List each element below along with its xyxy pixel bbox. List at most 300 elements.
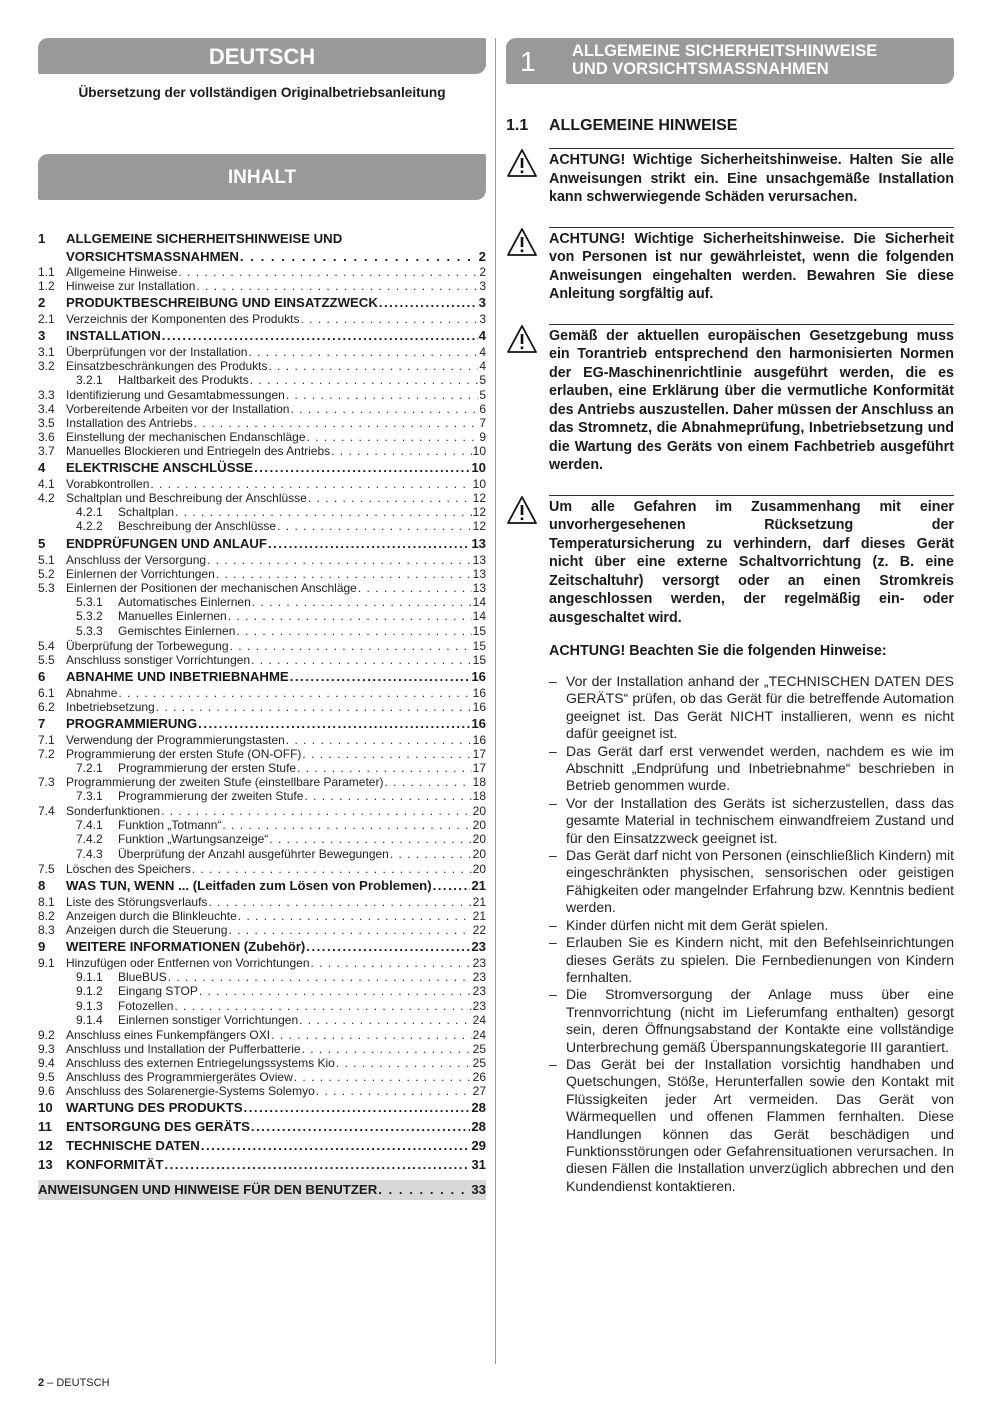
- toc-entry[interactable]: [38, 999, 486, 1014]
- toc-dots: [311, 956, 472, 970]
- toc-entry-title: BlueBUS: [118, 969, 167, 984]
- toc-entry-number: 4.2.2: [76, 519, 103, 534]
- toc-entry-title: Programmierung der zweiten Stufe (einstellbare Parameter): [66, 775, 384, 790]
- toc-entry-page: 28: [471, 1099, 486, 1115]
- toc-entry[interactable]: [38, 444, 486, 458]
- toc-entry-page: 14: [472, 594, 486, 609]
- toc-entry-title: ENTSORGUNG DES GERÄTS: [66, 1118, 250, 1134]
- toc-entry[interactable]: [38, 1117, 486, 1136]
- toc-entry[interactable]: [38, 775, 486, 789]
- toc-entry-title: Einstellung der mechanischen Endanschläge: [66, 429, 306, 444]
- toc-entry-number: 9.4: [38, 1055, 55, 1070]
- toc-entry-number: 7.4.3: [76, 846, 103, 861]
- toc-entry-page: 10: [472, 476, 486, 491]
- toc-dots: [199, 984, 472, 999]
- toc-entry-title: Funktion „Totmann“: [118, 817, 222, 832]
- toc-entry-page: 10: [471, 459, 486, 475]
- toc-dots: [358, 581, 472, 595]
- toc-entry-title: Anschluss des Solarenergie-Systems Solemyo: [66, 1083, 315, 1098]
- toc-dots: [244, 1098, 471, 1117]
- toc-dots: [294, 1070, 472, 1084]
- toc-entry-title: Programmierung der ersten Stufe (ON-OFF): [66, 746, 302, 761]
- toc-entry-page: 22: [472, 922, 486, 937]
- toc-entry-page: 16: [472, 699, 486, 714]
- toc-entry-title: Vorbereitende Arbeiten vor der Installation: [66, 401, 290, 416]
- toc-entry[interactable]: [38, 567, 486, 581]
- toc-entry-number: 3.5: [38, 415, 55, 430]
- toc-entry[interactable]: [38, 624, 486, 639]
- warning-rule: [549, 148, 954, 149]
- toc-entry-number: 7.4.2: [76, 832, 103, 847]
- toc-entry-title: Anschluss sonstiger Vorrichtungen: [66, 652, 251, 667]
- toc-entry[interactable]: [38, 581, 486, 595]
- toc-entry-title: Abnahme: [66, 685, 118, 700]
- toc-entry-number: 5.3.2: [76, 609, 103, 624]
- toc-entry-page: 27: [472, 1083, 486, 1098]
- toc-entry-number: 9.1.2: [76, 984, 103, 999]
- toc-entry[interactable]: [38, 402, 486, 416]
- toc-entry-title: KONFORMITÄT: [66, 1156, 164, 1172]
- toc-entry[interactable]: [38, 491, 486, 505]
- toc-entry-page: 21: [472, 908, 486, 923]
- toc-dots: [192, 862, 472, 876]
- toc-entry-number: 7.4.1: [76, 817, 103, 832]
- toc-entry-number: 5.1: [38, 552, 55, 567]
- toc-entry-title: Vorabkontrollen: [66, 476, 150, 491]
- toc-entry-page: 18: [472, 789, 486, 804]
- toc-dots: [390, 847, 472, 862]
- toc-entry-number: 3.2: [38, 359, 55, 373]
- toc-entry-number: 9.1.3: [76, 998, 103, 1013]
- warning-triangle-icon: [506, 495, 538, 525]
- toc-entry[interactable]: [38, 505, 486, 520]
- warning-rule: [549, 495, 954, 496]
- toc-entry-title: Eingang STOP: [118, 984, 198, 999]
- toc-entry-page: 13: [472, 580, 486, 595]
- toc-entry-page: 31: [471, 1156, 486, 1172]
- toc-dots: [308, 491, 472, 505]
- toc-dots: [252, 595, 472, 610]
- toc-entry-title: Einlernen sonstiger Vorrichtungen: [118, 1013, 299, 1028]
- toc-entry-number: 8.1: [38, 894, 55, 909]
- toc-entry-number: 7.2: [38, 746, 55, 761]
- toc-entry[interactable]: [38, 609, 486, 624]
- toc-entry-page: 23: [472, 998, 486, 1013]
- toc-entry[interactable]: [38, 1013, 486, 1028]
- toc-entry[interactable]: [38, 639, 486, 653]
- toc-dots: [230, 639, 472, 653]
- toc-entry-title: Inbetriebsetzung: [66, 699, 155, 714]
- bullet-item: – Vor der Installation anhand der „TECHNISCHEN DATEN DES GERÄTS“ prüfen, ob das Gerät für die betreffende Automation geeignet ist. Das Gerät NICHT installieren, wenn es nicht dafür geeignet ist.: [549, 673, 954, 743]
- toc-entry-page: 17: [472, 746, 486, 761]
- toc-dots: [269, 832, 471, 847]
- warning-rule: [549, 227, 954, 228]
- bullet-item: – Vor der Installation des Geräts ist sicherzustellen, dass das gesamte Material in technischem einwandfreiem Zustand und für den Einsatzzweck geeignet ist.: [549, 795, 954, 847]
- warning-triangle-icon: [506, 324, 538, 354]
- toc-entry-number: 9.3: [38, 1041, 55, 1056]
- toc-dots: [307, 430, 479, 444]
- toc-entry-page: 16: [471, 668, 486, 684]
- toc-dots: [228, 609, 472, 624]
- toc-entry[interactable]: [38, 818, 486, 833]
- section-banner: [506, 38, 954, 84]
- toc-entry-page: 13: [471, 535, 486, 551]
- toc-entry-title: PRODUKTBESCHREIBUNG UND EINSATZZWECK: [66, 295, 378, 310]
- language-banner: DEUTSCH: [38, 38, 486, 74]
- toc-entry-title: Anzeigen durch die Steuerung: [66, 922, 228, 937]
- toc-entry-title: Anschluss eines Funkempfängers OXI: [66, 1027, 271, 1042]
- toc-entry[interactable]: [38, 1070, 486, 1084]
- toc-entry-number: 1.2: [38, 279, 55, 293]
- toc-entry-continuation[interactable]: [38, 248, 486, 265]
- toc-user-page: 33: [471, 1181, 486, 1197]
- toc-entry-number: 9.1.4: [76, 1013, 103, 1028]
- toc-dots: [290, 402, 478, 416]
- warning-text: Gemäß der aktuellen europäischen Gesetzgebung muss ein Torantrieb entsprechend den harmonisierten Normen der EG-Maschinenrichtlinie ausgeführt werden, die es erlauben, eine Erklärung über die vermutliche Konformität des Antriebs auszustellen. Daher müssen der Anschluss an das Stromnetz, die Abnahmeprüfung, Inbetriebsetzung und die Wartung des Geräts von einem Fachbetrieb ausgeführt werden.: [549, 327, 954, 473]
- left-column: [38, 38, 486, 1200]
- toc-entry-number: 7.3.1: [76, 789, 103, 804]
- toc-entry-page: 4: [479, 359, 486, 373]
- toc-dots: [238, 909, 472, 923]
- toc-entry[interactable]: [38, 923, 486, 937]
- bullet-item: – Kinder dürfen nicht mit dem Gerät spielen.: [549, 917, 954, 934]
- toc-entry-title: ABNAHME UND INBETRIEBNAHME: [66, 668, 289, 684]
- toc-entry-page: 15: [472, 638, 486, 653]
- toc-entry-title: Anzeigen durch die Blinkleuchte: [66, 908, 237, 923]
- toc-entry-page: 3: [478, 295, 486, 310]
- toc-entry-number: 4.2.1: [76, 504, 103, 519]
- toc-entry-page: 21: [471, 877, 486, 893]
- toc-entry[interactable]: [38, 667, 486, 686]
- toc-entry-page: 23: [471, 938, 486, 954]
- toc-entry[interactable]: [38, 229, 486, 248]
- toc-entry[interactable]: [38, 1155, 486, 1174]
- toc-dots: [168, 970, 472, 985]
- toc-entry[interactable]: [38, 359, 486, 373]
- toc-entry[interactable]: [38, 653, 486, 667]
- toc-entry-page: 5: [479, 387, 486, 402]
- toc-dots: [299, 1013, 472, 1028]
- toc-entry-title: Überprüfungen vor der Installation: [66, 345, 248, 359]
- toc-dots: [302, 747, 471, 761]
- toc-entry[interactable]: [38, 1098, 486, 1117]
- section-title-line1: ALLGEMEINE SICHERHEITSHINWEISE: [572, 42, 878, 60]
- toc-entry[interactable]: [38, 1056, 486, 1070]
- toc-dots: [222, 818, 471, 833]
- toc-entry-page: 2: [479, 265, 486, 279]
- toc-entry[interactable]: [38, 832, 486, 847]
- toc-entry-title: Einlernen der Positionen der mechanischen Anschläge: [66, 580, 357, 595]
- toc-entry-number: 6.2: [38, 699, 55, 714]
- toc-entry-number: 13: [38, 1156, 53, 1172]
- toc-entry[interactable]: [38, 761, 486, 776]
- toc-dots: [286, 733, 472, 747]
- toc-entry-title: Manuelles Einlernen: [118, 609, 227, 624]
- toc-entry-title: Fotozellen: [118, 998, 174, 1013]
- toc-dots: [250, 373, 479, 388]
- toc-entry-page: 15: [472, 623, 486, 638]
- toc-entry-page: 25: [472, 1041, 486, 1056]
- toc-entry[interactable]: [38, 345, 486, 359]
- toc-entry-number: 3.2.1: [76, 373, 103, 387]
- toc-entry-title: Anschluss des Programmiergerätes Oview: [66, 1069, 293, 1084]
- section-title: [572, 42, 877, 78]
- toc-entry-page: 20: [472, 803, 486, 818]
- bullet-list: [506, 673, 954, 1195]
- toc-entry-title: WEITERE INFORMATIONEN (Zubehör): [66, 938, 306, 954]
- table-of-contents: [38, 229, 486, 1174]
- toc-entry-page: 7: [479, 415, 486, 430]
- section-title-line2: UND VORSICHTSMASSNAHMEN: [572, 60, 829, 78]
- toc-entry[interactable]: [38, 789, 486, 804]
- toc-user-title: ANWEISUNGEN UND HINWEISE FÜR DEN BENUTZER: [38, 1181, 378, 1197]
- toc-entry-page: 4: [479, 345, 486, 359]
- toc-entry-title: ELEKTRISCHE ANSCHLÜSSE: [66, 459, 254, 475]
- toc-dots: [198, 714, 470, 733]
- toc-entry-title: Schaltplan und Beschreibung der Anschlüsse: [66, 490, 307, 505]
- document-subtitle: Übersetzung der vollständigen Originalbetriebsanleitung: [78, 85, 446, 100]
- toc-entry[interactable]: [38, 293, 486, 312]
- toc-entry-number: 7: [38, 715, 46, 731]
- warning-block: [506, 227, 954, 304]
- toc-dots: [118, 686, 471, 700]
- toc-dots: [290, 667, 471, 686]
- toc-dots: [379, 293, 478, 312]
- toc-dots: [178, 265, 478, 279]
- toc-entry-number: 1.1: [38, 265, 55, 279]
- toc-banner: INHALT: [38, 154, 486, 200]
- toc-entry-title: ALLGEMEINE SICHERHEITSHINWEISE UND: [66, 231, 343, 246]
- toc-dots: [304, 789, 471, 804]
- toc-dots: [271, 1028, 472, 1042]
- toc-dots: [384, 775, 471, 789]
- toc-entry[interactable]: [38, 1136, 486, 1155]
- toc-entry-number: 11: [38, 1118, 52, 1134]
- toc-entry[interactable]: [38, 388, 486, 402]
- toc-user-section[interactable]: [38, 1180, 486, 1200]
- toc-entry-title: Schaltplan: [118, 504, 175, 519]
- toc-entry[interactable]: [38, 747, 486, 761]
- toc-entry-page: 18: [472, 775, 486, 790]
- toc-entry-page: 13: [472, 552, 486, 567]
- toc-dots: [174, 999, 471, 1014]
- toc-entry[interactable]: [38, 847, 486, 862]
- toc-entry-number: 6: [38, 668, 46, 684]
- toc-entry-page: 5: [479, 373, 486, 387]
- subsection-number: 1.1: [506, 117, 529, 134]
- toc-entry-page: 10: [472, 443, 486, 458]
- warning-triangle-icon: [506, 148, 538, 178]
- toc-entry-page: 16: [472, 732, 486, 747]
- toc-dots: [306, 937, 470, 956]
- toc-dots: [248, 345, 478, 359]
- warning-triangle-icon: [506, 227, 538, 257]
- toc-entry-number: 5.3.3: [76, 623, 103, 638]
- toc-entry-page: 12: [472, 519, 486, 534]
- toc-entry-title: Allgemeine Hinweise: [66, 265, 178, 279]
- toc-entry[interactable]: [38, 430, 486, 444]
- toc-entry-title: WAS TUN, WENN ... (Leitfaden zum Lösen von Problemen): [66, 877, 432, 893]
- toc-entry-page: 14: [472, 609, 486, 624]
- toc-entry[interactable]: [38, 862, 486, 876]
- toc-dots: [216, 567, 472, 581]
- toc-entry[interactable]: [38, 700, 486, 714]
- toc-dots: [297, 761, 472, 776]
- toc-entry[interactable]: [38, 1028, 486, 1042]
- toc-entry-number: 3.3: [38, 387, 55, 402]
- toc-entry[interactable]: [38, 373, 486, 388]
- toc-entry[interactable]: [38, 326, 486, 345]
- toc-dots: [254, 458, 470, 477]
- toc-entry[interactable]: [38, 956, 486, 970]
- subsection-heading: [506, 117, 954, 135]
- toc-entry-number: 3.6: [38, 429, 55, 444]
- toc-entry-page: 3: [479, 279, 486, 293]
- toc-entry[interactable]: [38, 279, 486, 293]
- toc-entry[interactable]: [38, 519, 486, 534]
- toc-entry-title: Löschen des Speichers: [66, 861, 191, 876]
- toc-entry-title: Programmierung der ersten Stufe: [118, 760, 297, 775]
- toc-entry-page: 23: [472, 984, 486, 999]
- toc-dots: [316, 1084, 472, 1098]
- toc-entry[interactable]: [38, 477, 486, 491]
- toc-entry-page: 15: [472, 652, 486, 667]
- toc-entry-page: 9: [479, 429, 486, 444]
- toc-entry[interactable]: [38, 984, 486, 999]
- toc-entry-page: 13: [472, 566, 486, 581]
- toc-dots: [251, 653, 472, 667]
- toc-entry-number: 9.6: [38, 1083, 55, 1098]
- toc-entry-number: 3: [38, 328, 46, 343]
- toc-entry-number: 3.1: [38, 345, 55, 359]
- toc-entry-page: 26: [472, 1069, 486, 1084]
- toc-entry-number: 4: [38, 459, 46, 475]
- toc-entry[interactable]: [38, 312, 486, 326]
- warning-block: [506, 148, 954, 207]
- toc-entry-number: 4.2: [38, 490, 55, 505]
- toc-entry[interactable]: [38, 937, 486, 956]
- toc-entry-number: 7.4: [38, 803, 55, 818]
- toc-entry-page: 4: [478, 328, 486, 343]
- toc-entry-title: Gemischtes Einlernen: [118, 623, 236, 638]
- toc-entry-title: Funktion „Wartungsanzeige“: [118, 832, 269, 847]
- toc-entry-title: Einsatzbeschränkungen des Produkts: [66, 359, 268, 373]
- toc-entry-page: 21: [472, 894, 486, 909]
- toc-entry-number: 7.2.1: [76, 760, 103, 775]
- bullet-item: – Das Gerät bei der Installation vorsichtig handhaben und Quetschungen, Stöße, Herunterfallen sowie den Kontakt mit Flüssigkeiten jeder Art vermeiden. Das Gerät von Wärmequellen und offenen Flammen fernhalten. Diese Handlungen können das Gerät beschädigen und Funktionsstörungen oder Gefahrensituationen verursachen. In diesen Fällen die Installation unverzüglich abbrechen und den Kundendienst kontaktieren.: [549, 1056, 954, 1195]
- toc-entry-page: 24: [472, 1013, 486, 1028]
- toc-entry-title: Hinzufügen oder Entfernen von Vorrichtungen: [66, 955, 310, 970]
- toc-entry[interactable]: [38, 458, 486, 477]
- toc-entry-page: 20: [472, 832, 486, 847]
- page-footer: [38, 1377, 110, 1389]
- toc-entry[interactable]: [38, 553, 486, 567]
- column-divider: [495, 38, 496, 1364]
- toc-dots: [277, 519, 472, 534]
- toc-entry-page: 28: [471, 1118, 486, 1134]
- toc-entry[interactable]: [38, 895, 486, 909]
- toc-entry-page: 16: [472, 685, 486, 700]
- toc-entry-title: Haltbarkeit des Produkts: [118, 373, 249, 387]
- warning-text: Um alle Gefahren im Zusammenhang mit einer unvorhergesehenen Rücksetzung der Temperatursicherung zu verhindern, darf dieses Gerät nicht über eine externe Schaltvorrichtung (z. B. eine Zeitschaltuhr) versorgt oder an einen Stromkreis angeschlossen werden, der regelmäßig ein- oder ausgeschaltet wird.: [549, 498, 954, 626]
- toc-entry-page: 20: [472, 861, 486, 876]
- toc-entry-page: 6: [479, 401, 486, 416]
- bullet-item: – Das Gerät darf erst verwendet werden, nachdem es wie im Abschnitt „Endprüfung und Inbetriebnahme“ beschrieben in Betrieb genommen wurde.: [549, 743, 954, 795]
- toc-entry-page: 20: [472, 846, 486, 861]
- toc-entry-page: 12: [472, 490, 486, 505]
- toc-entry-title: Installation des Antriebs: [66, 415, 193, 430]
- toc-entry-title: Verzeichnis der Komponenten des Produkts: [66, 312, 300, 326]
- toc-dots: [300, 312, 478, 326]
- footer-label: – DEUTSCH: [44, 1377, 110, 1389]
- toc-dots: [236, 624, 471, 639]
- toc-dots: [336, 1056, 472, 1070]
- toc-entry-number: 9.1: [38, 955, 55, 970]
- toc-entry-title: Identifizierung und Gesamtabmessungen: [66, 387, 285, 402]
- toc-dots: [208, 895, 471, 909]
- toc-entry[interactable]: [38, 909, 486, 923]
- toc-entry-title: Automatisches Einlernen: [118, 594, 251, 609]
- toc-entry[interactable]: [38, 714, 486, 733]
- toc-entry-page: 20: [472, 817, 486, 832]
- toc-entry-title: INSTALLATION: [66, 328, 161, 343]
- toc-entry[interactable]: [38, 733, 486, 747]
- toc-entry-number: 8.3: [38, 922, 55, 937]
- toc-entry[interactable]: [38, 534, 486, 553]
- toc-entry-number: 5.3.1: [76, 594, 103, 609]
- toc-dots: [240, 248, 478, 265]
- toc-entry-number: 7.3: [38, 775, 55, 790]
- toc-entry-title-cont: VORSICHTSMASSNAHMEN: [66, 249, 239, 264]
- toc-entry-page: 16: [471, 715, 486, 731]
- toc-entry-number: 5.2: [38, 566, 55, 581]
- toc-entry[interactable]: [38, 595, 486, 610]
- warning-text: ACHTUNG! Wichtige Sicherheitshinweise. Halten Sie alle Anweisungen strikt ein. Eine unsachgemäße Installation kann schwerwiegende Schäden verursachen.: [549, 152, 954, 205]
- toc-entry-number: 9.1.1: [76, 969, 103, 984]
- toc-entry-title: Beschreibung der Anschlüsse: [118, 519, 277, 534]
- toc-entry-number: 12: [38, 1137, 53, 1153]
- toc-entry-number: 9.5: [38, 1069, 55, 1084]
- toc-entry[interactable]: [38, 970, 486, 985]
- toc-dots: [201, 1136, 470, 1155]
- toc-entry[interactable]: [38, 686, 486, 700]
- right-column: [506, 38, 954, 1195]
- warning-text: ACHTUNG! Wichtige Sicherheitshinweise. Die Sicherheit von Personen ist nur gewährleistet, wenn die folgenden Anweisungen eingehalten werden. Bewahren Sie diese Anleitung sorgfältig auf.: [549, 230, 954, 302]
- toc-entry[interactable]: [38, 1042, 486, 1056]
- toc-entry-title: Anschluss des externen Entriegelungssystems Kio: [66, 1055, 335, 1070]
- toc-entry-page: 12: [472, 504, 486, 519]
- toc-entry[interactable]: [38, 804, 486, 818]
- toc-dots: [286, 388, 479, 402]
- warning-rule: [549, 324, 954, 325]
- toc-dots: [268, 534, 470, 553]
- toc-entry[interactable]: [38, 265, 486, 279]
- bullet-item: – Erlauben Sie es Kindern nicht, mit den Befehlseinrichtungen dieses Geräts zu spielen. Die Fernbedienungen von Kindern fernhalten.: [549, 934, 954, 986]
- toc-entry-page: 2: [478, 249, 486, 264]
- toc-entry-page: 23: [472, 969, 486, 984]
- footer-page-number: 2: [38, 1377, 45, 1389]
- toc-entry-title: Manuelles Blockieren und Entriegeln des Antriebs: [66, 443, 331, 458]
- toc-entry-title: TECHNISCHE DATEN: [66, 1137, 200, 1153]
- toc-entry-title: Überprüfung der Torbewegung: [66, 638, 229, 653]
- toc-entry-title: Verwendung der Programmierungstasten: [66, 732, 285, 747]
- toc-entry[interactable]: [38, 416, 486, 430]
- toc-entry-page: 17: [472, 760, 486, 775]
- toc-entry[interactable]: [38, 1084, 486, 1098]
- bullet-item: – Die Stromversorgung der Anlage muss über eine Trennvorrichtung (nicht im Lieferumfang enthalten) gesorgt sein, deren Öffnungsabstand der Kontakte eine vollständige Unterbrechung gemäß Überspannungskategorie III garantiert.: [549, 986, 954, 1056]
- toc-entry[interactable]: [38, 876, 486, 895]
- toc-dots: [150, 477, 471, 491]
